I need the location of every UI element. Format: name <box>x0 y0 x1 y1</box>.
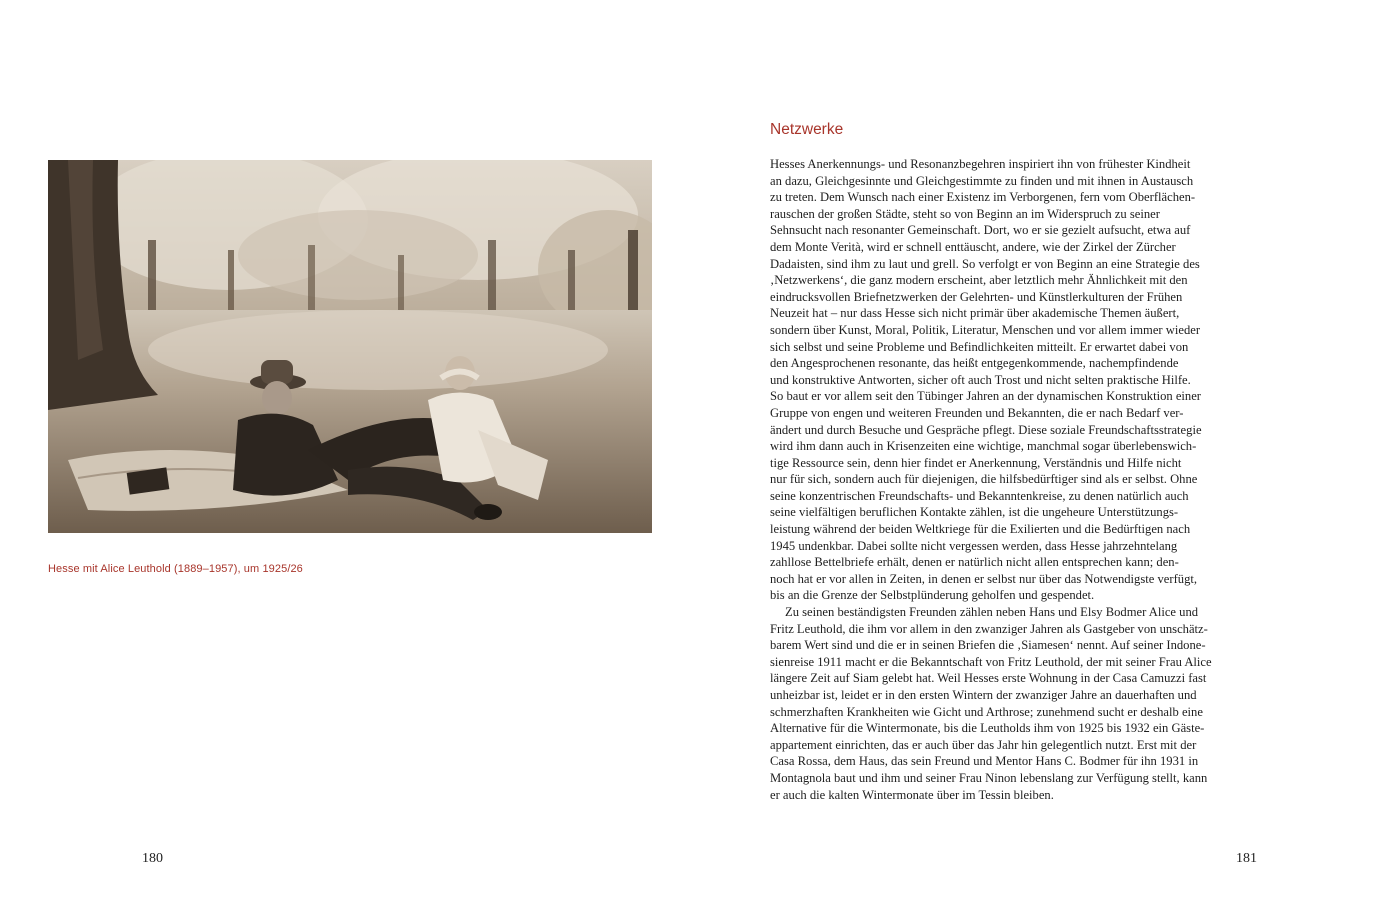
text-line: zu treten. Dem Wunsch nach einer Existenz im Verborgenen, fern vom Oberflächen- <box>770 190 1196 205</box>
page-number-right: 181 <box>1236 851 1257 866</box>
text-line: sondern über Kunst, Moral, Politik, Literatur, Menschen und vor allem immer wieder <box>770 322 1201 337</box>
text-line: den Angesprochenen resonante, das heißt entgegenkommende, nachempfindende <box>770 356 1179 371</box>
text-line: tige Ressource sein, denn hier findet er Anerkennung, Verständnis und Hilfe nicht <box>770 455 1182 470</box>
hesse-and-alice-leuthold-photo <box>48 160 652 533</box>
text-line: und konstruktive Antworten, sicher oft auch Trost und nicht selten praktische Hilfe. <box>770 372 1191 387</box>
text-line: seine vielfältigen beruflichen Kontakte zählen, ist die ungeheure Unterstützungs- <box>770 505 1179 520</box>
text-line: rauschen der großen Städte, steht so von Beginn an im Widerspruch zu seiner <box>770 206 1160 221</box>
text-line: sienreise 1911 macht er die Bekanntschaft von Fritz Leuthold, der mit seiner Frau Alice <box>770 654 1212 669</box>
body-text <box>770 156 1230 803</box>
text-line: noch hat er vor allen in Zeiten, in denen er selbst nur über das Notwendigste verfügt, <box>770 571 1198 586</box>
text-line: appartement einrichten, das er auch über das Jahr hin gelegentlich nutzt. Erst mit der <box>770 737 1197 752</box>
text-line: Montagnola baut und ihm und seiner Frau Ninon lebenslang zur Verfügung stellt, kann <box>770 770 1208 785</box>
text-line: Dadaisten, sind ihm zu laut und grell. So verfolgt er von Beginn an eine Strategie des <box>770 256 1200 271</box>
section-title: Netzwerke <box>770 121 844 138</box>
text-line: er auch die kalten Wintermonate über im Tessin bleiben. <box>770 787 1054 802</box>
text-line: unheizbar ist, leidet er in den ersten Wintern der zwanziger Jahre an dauerhaften und <box>770 688 1197 702</box>
text-line: seine konzentrischen Freundschafts- und Bekanntenkreise, zu denen natürlich auch <box>770 488 1189 503</box>
text-line: 1945 undenkbar. Dabei sollte nicht vergessen werden, dass Hesse jahrzehntelang <box>770 538 1178 553</box>
text-line: Fritz Leuthold, die ihm vor allem in den zwanziger Jahren als Gastgeber von unschätz- <box>770 621 1208 636</box>
text-line: Hesses Anerkennungs- und Resonanzbegehren inspiriert ihn von frühester Kindheit <box>770 157 1191 171</box>
text-line: schmerzhaften Krankheiten wie Gicht und Arthrose; zunehmend sucht er deshalb eine <box>770 704 1203 719</box>
text-line: Zu seinen beständigsten Freunden zählen neben Hans und Elsy Bodmer Alice und <box>785 605 1199 620</box>
text-line: ändert und durch Besuche und Gespräche pflegt. Diese soziale Freundschaftsstrategie <box>770 422 1202 437</box>
text-line: zahllose Bettelbriefe erhält, denen er natürlich nicht allen entsprechen kann; den- <box>770 555 1179 570</box>
photo-caption: Hesse mit Alice Leuthold (1889–1957), um 1925/26 <box>48 563 303 575</box>
text-line: bis an die Grenze der Selbstplünderung geholfen und gespendet. <box>770 588 1095 603</box>
text-line: Gruppe von engen und weiteren Freunden und Bekannten, die er nach Bedarf ver- <box>770 405 1184 420</box>
text-line: Alternative für die Wintermonate, bis die Leutholds ihm von 1925 bis 1932 ein Gäste- <box>770 721 1205 736</box>
text-line: Neuzeit hat – nur dass Hesse sich nicht primär über akademische Themen äußert, <box>770 306 1180 321</box>
text-line: an dazu, Gleichgesinnte und Gleichgestimmte zu finden und mit ihnen in Austausch <box>770 173 1194 188</box>
text-line: dem Monte Verità, wird er schnell enttäuscht, andere, wie der Zirkel der Zürcher <box>770 239 1176 254</box>
page-number-left: 180 <box>142 851 163 866</box>
text-line: wird ihm dann auch in Krisenzeiten eine wichtige, manchmal sogar überlebenswich- <box>770 439 1197 454</box>
text-line: sich selbst und seine Probleme und Befindlichkeiten mitteilt. Er erwartet dabei von <box>770 339 1189 354</box>
text-line: leistung während der beiden Weltkriege für die Exilierten und die Bedürftigen nach <box>770 522 1191 537</box>
text-line: längere Zeit auf Siam gelebt hat. Weil Hesses erste Wohnung in der Casa Camuzzi fast <box>770 671 1207 686</box>
text-line: Sehnsucht nach resonanter Gemeinschaft. Dort, wo er sie gezielt aufsucht, etwa auf <box>770 223 1191 238</box>
text-line: ‚Netzwerkens‘, die ganz modern erscheint, aber letztlich mehr Ähnlichkeit mit den <box>770 273 1188 288</box>
text-line: Casa Rossa, dem Haus, das sein Freund und Mentor Hans C. Bodmer für ihn 1931 in <box>770 754 1199 769</box>
text-line: eindrucksvollen Briefnetzwerken der Gelehrten- und Künstlerkulturen der Frühen <box>770 289 1183 304</box>
text-line: barem Wert sind und die er in seinen Briefen die ‚Siamesen‘ nennt. Auf seiner Indone- <box>770 638 1206 653</box>
text-line: nur für sich, sondern auch für diejenigen, die hilfsbedürftiger sind als er selbst. Ohne <box>770 472 1198 487</box>
text-line: So baut er vor allem seit den Tübinger Jahren an der dynamischen Konstruktion einer <box>770 389 1201 404</box>
